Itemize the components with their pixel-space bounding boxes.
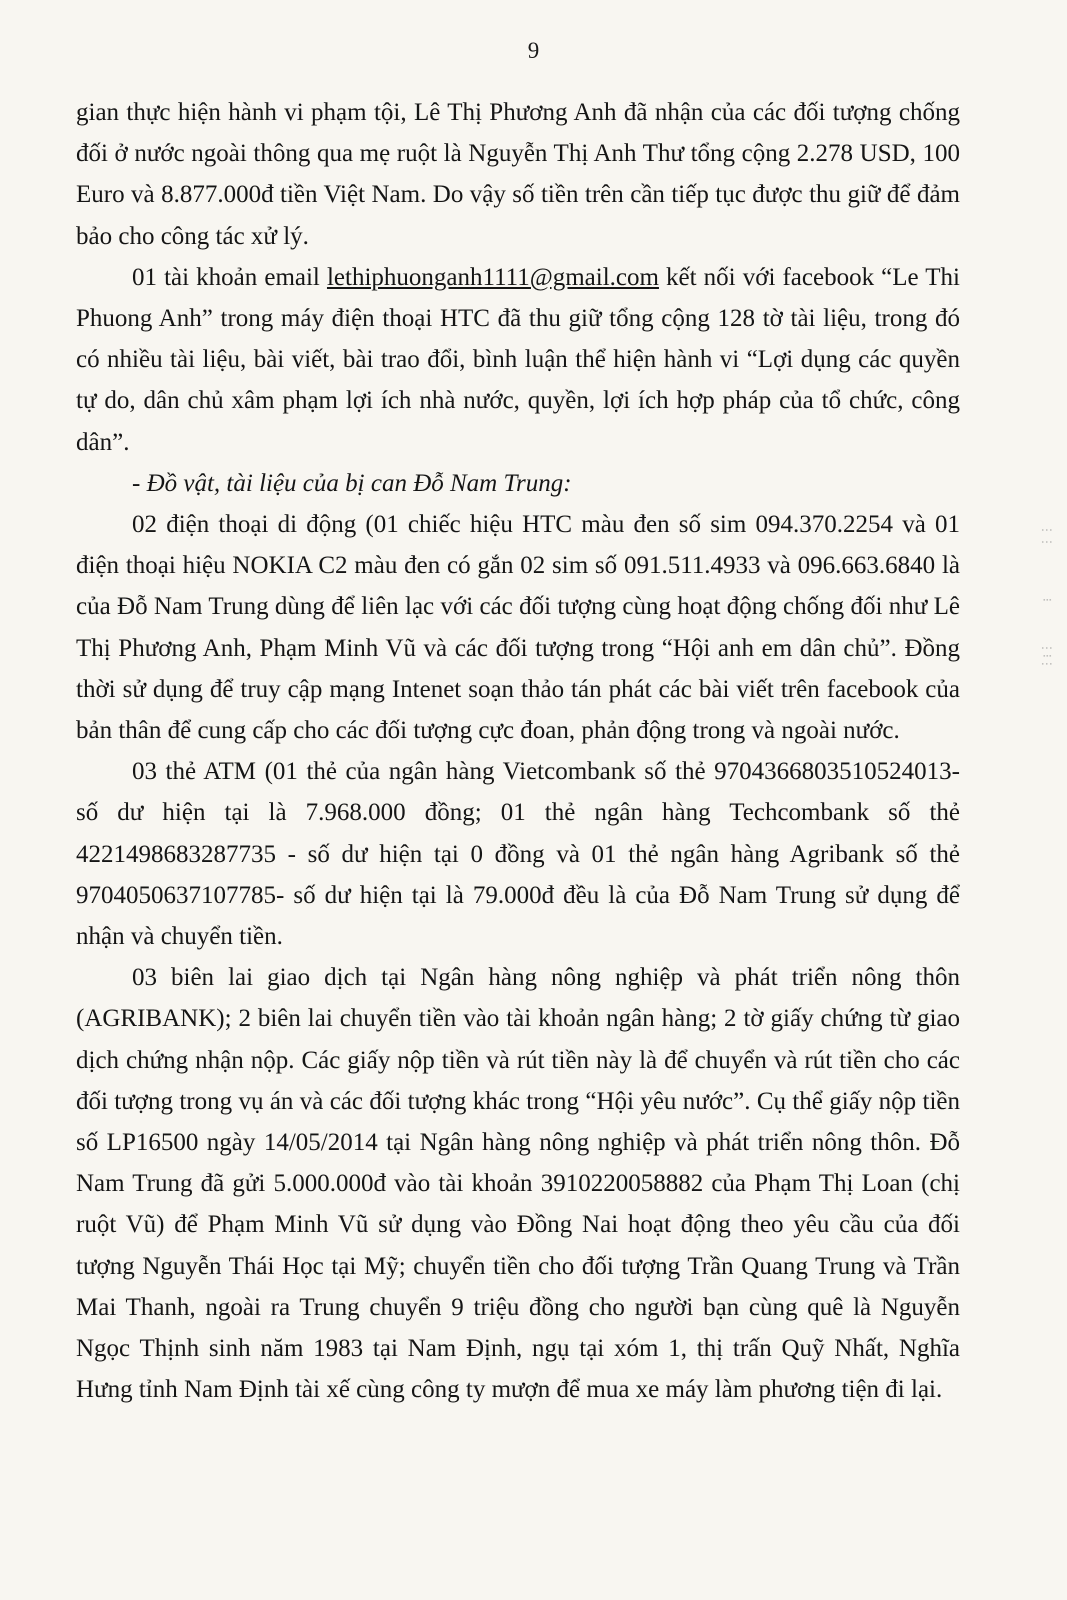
- paragraph-2: [76, 257, 960, 463]
- email-address: lethiphuonganh1111@gmail.com: [326, 263, 659, 291]
- paragraph-1: gian thực hiện hành vi phạm tội, Lê Thị Phương Anh đã nhận của các đối tượng chống đối ở nước ngoài thông qua mẹ ruột là Nguyễn Thị Anh Thư tổng cộng 2.278 USD, 100 Euro và 8.877.000đ tiền Việt Nam. Do vậy số tiền trên cần tiếp tục được thu giữ để đảm bảo cho công tác xử lý.: [76, 99, 960, 250]
- paragraph-5: 03 biên lai giao dịch tại Ngân hàng nông nghiệp và phát triển nông thôn (AGRIBANK); 2 biên lai chuyển tiền vào tài khoản ngân hàng; 2 tờ giấy chứng từ giao dịch chứng nhận nộp. Các giấy nộp tiền và rút tiền này là để chuyển và rút tiền cho các đối tượng trong vụ án và các đối tượng khác trong “Hội yêu nước”. Cụ thể giấy nộp tiền số LP16500 ngày 14/05/2014 tại Ngân hàng nông nghiệp và phát triển nông thôn. Đỗ Nam Trung đã gửi 5.000.000đ vào tài khoản 3910220058882 của Phạm Thị Loan (chị ruột Vũ) để Phạm Minh Vũ sử dụng vào Đồng Nai hoạt động theo yêu cầu của đối tượng Nguyễn Thái Học tại Mỹ; chuyển tiền cho đối tượng Trần Quang Trung và Trần Mai Thanh, ngoài ra Trung chuyển 9 triệu đồng cho người bạn cùng quê là Nguyễn Ngọc Thịnh sinh năm 1983 tại Nam Định, ngụ tại xóm 1, thị trấn Quỹ Nhất, Nghĩa Hưng tỉnh Nam Định tài xế cùng công ty mượn để mua xe máy làm phương tiện đi lại.: [76, 964, 960, 1404]
- section-subheading: - Đồ vật, tài liệu của bị can Đỗ Nam Trung:: [132, 469, 572, 497]
- margin-scan-mark: ⁝: [1040, 598, 1054, 602]
- page-number: 9: [527, 38, 540, 63]
- paragraph-2-lead: 01 tài khoản email: [132, 263, 327, 291]
- paragraph-2-rest: kết nối với facebook “Le Thi Phuong Anh” trong máy điện thoại HTC đã thu giữ tổng cộng 128 tờ tài liệu, trong đó có nhiều tài liệu, bài viết, bài trao đổi, bình luận thể hiện hành vi “Lợi dụng các quyền tự do, dân chủ xâm phạm lợi ích nhà nước, quyền, lợi ích hợp pháp của tổ chức, công dân”.: [76, 263, 960, 456]
- document-body: [76, 92, 960, 1411]
- margin-scan-mark: ⋮⋮: [1040, 524, 1054, 548]
- paragraph-4: 03 thẻ ATM (01 thẻ của ngân hàng Vietcombank số thẻ 9704366803510524013- số dư hiện tại là 7.968.000 đồng; 01 thẻ ngân hàng Techcombank số thẻ 4221498683287735 - số dư hiện tại 0 đồng và 01 thẻ ngân hàng Agribank số thẻ 9704050637107785- số dư hiện tại là 79.000đ đều là của Đỗ Nam Trung sử dụng để nhận và chuyển tiền.: [76, 758, 960, 951]
- margin-scan-mark: ⋮⁝⋮: [1040, 642, 1054, 670]
- paragraph-3: 02 điện thoại di động (01 chiếc hiệu HTC màu đen số sim 094.370.2254 và 01 điện thoại hiệu NOKIA C2 màu đen có gắn 02 sim số 091.511.4933 và 096.663.6840 là của Đỗ Nam Trung dùng để liên lạc với các đối tượng cùng hoạt động chống đối như Lê Thị Phương Anh, Phạm Minh Vũ và các đối tượng trong “Hội anh em dân chủ”. Đồng thời sử dụng để truy cập mạng Intenet soạn thảo tán phát các bài viết trên facebook của bản thân để cung cấp cho các đối tượng cực đoan, phản động trong và ngoài nước.: [76, 511, 960, 745]
